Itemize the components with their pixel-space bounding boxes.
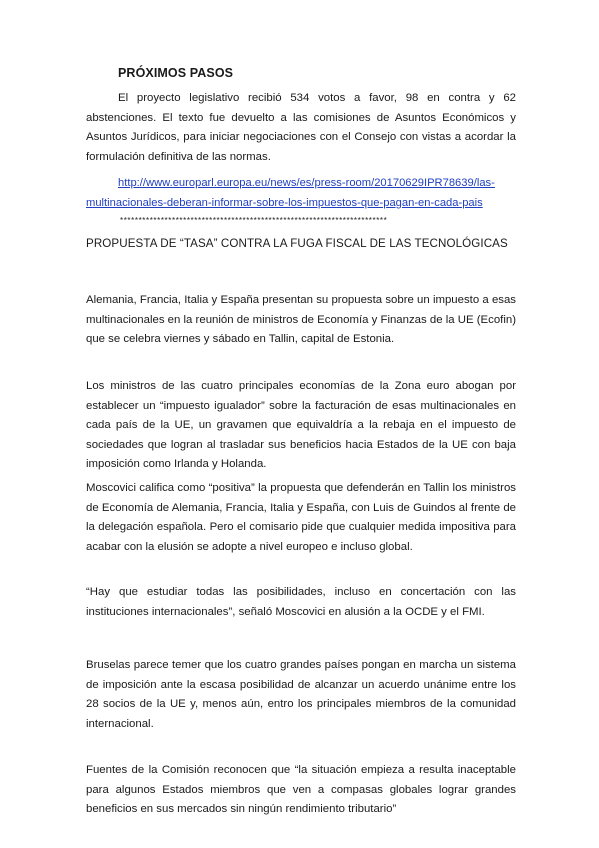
separator-stars: ************************************************************************ [120, 216, 388, 225]
press-release-link[interactable]: http://www.europarl.europa.eu/news/es/press-room/20170629IPR78639/las-multinacionales-deberan-informar-sobre-los-impuestos-que-pagan-en-cada-pais [86, 177, 495, 209]
paragraph-quote: “Hay que estudiar todas las posibilidades, incluso en concertación con las instituciones internacionales”, señaló Moscovici en alusión a la OCDE y el FMI. [86, 586, 516, 618]
section-heading: PRÓXIMOS PASOS [118, 66, 234, 80]
paragraph-commission: Fuentes de la Comisión reconocen que “la situación empieza a resulta inaceptable para algunos Estados miembros que ven a compasas globales lograr grandes beneficios en sus mercados sin ningún rendimiento tributario” [86, 764, 516, 816]
paragraph-next-steps: El proyecto legislativo recibió 534 votos a favor, 98 en contra y 62 abstenciones. El texto fue devuelto a las comisiones de Asuntos Económicos y Asuntos Jurídicos, para iniciar negociaciones con el Consejo con vistas a acordar la formulación definitiva de las normas. [86, 92, 516, 163]
paragraph-ministers: Los ministros de las cuatro principales economías de la Zona euro abogan por establecer un “impuesto igualador” sobre la facturación de esas multinacionales en cada país de la UE, un gravamen que equivaldría a la rebaja en el impuesto de sociedades que logran al trasladar sus beneficios hacia Estados de la UE con baja imposición como Irlanda y Holanda. [86, 380, 516, 471]
paragraph-moscovici: Moscovici califica como “positiva” la propuesta que defenderán en Tallin los ministros de Economía de Alemania, Francia, Italia y España, con Luis de Guindos al frente de la delegación española. Pero el comisario pide que cualquier medida impositiva para acabar con la elusión se adopte a nivel europeo e incluso global. [86, 482, 516, 553]
article-subtitle: PROPUESTA DE “TASA” CONTRA LA FUGA FISCAL DE LAS TECNOLÓGICAS [86, 237, 508, 250]
paragraph-proposal: Alemania, Francia, Italia y España presentan su propuesta sobre un impuesto a esas multinacionales en la reunión de ministros de Economía y Finanzas de la UE (Ecofin) que se celebra viernes y sábado en Tallin, capital de Estonia. [86, 294, 516, 346]
paragraph-brussels: Bruselas parece temer que los cuatro grandes países pongan en marcha un sistema de imposición ante la escasa posibilidad de alcanzar un acuerdo unánime entre los 28 socios de la UE y, menos aún, entro los principales miembros de la comunidad internacional. [86, 659, 516, 730]
